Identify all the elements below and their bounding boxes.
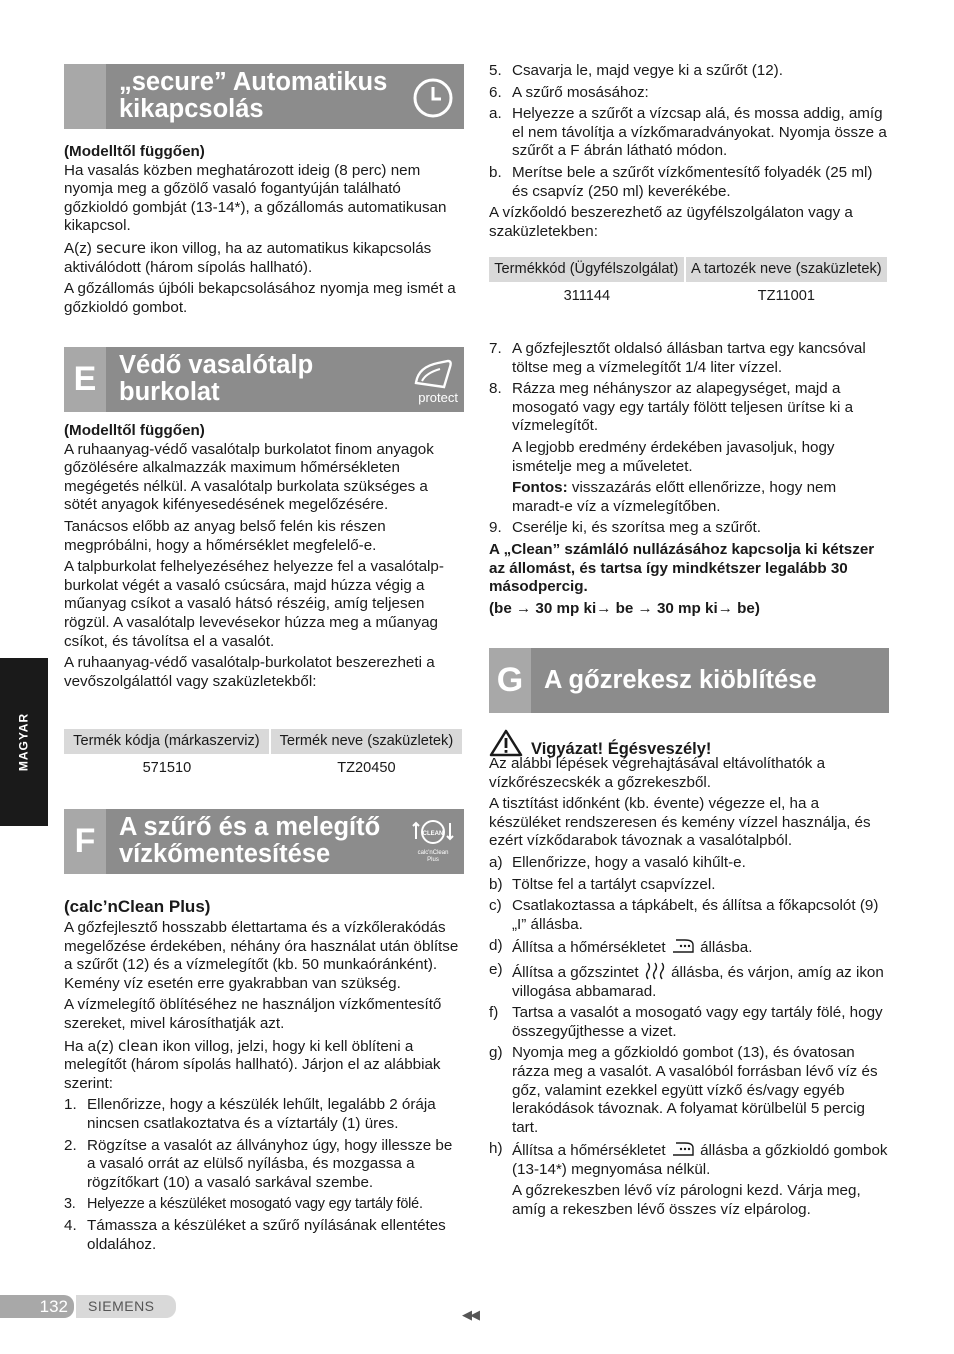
language-label: MAGYAR: [16, 712, 31, 772]
product-table: [64, 729, 464, 783]
list-item: 1. Ellenőrizze, hogy a készülék lehűlt, legalább 2 órája nincsen csatlakoztatva és a víztartály (1) üres.: [64, 1096, 436, 1132]
section-letter: E: [64, 347, 106, 412]
section-title-g: A gőzrekesz kiöblítése: [544, 666, 817, 694]
section-header-secure: [64, 64, 464, 129]
list-item: d) Állítsa a hőmérsékletet állásba.: [489, 937, 753, 957]
list-item: a. Helyezze a szűrőt a vízcsap alá, és mossa addig, amíg el nem távolítja a vízkőmaradványokat. Nyomja össze a szűrőt a F ábrán látható módon.: [489, 105, 887, 160]
filter-steps-2: [489, 340, 889, 621]
filter-continued: [489, 62, 889, 244]
secure-body: [64, 143, 464, 320]
paragraph: A tisztítást időnként (kb. évente) végezze el, ha a készüléket rendszeresen és kemény vízzel használja, és ezért vízkődarabok távoznak a vasalótalpból.: [489, 795, 871, 850]
section-title-f: A szűrő és a melegítő vízkőmentesítése: [119, 813, 381, 868]
paragraph: Tanácsos előbb az anyag belső felén kis részen megpróbálni, hogy a hőmérséklet megfelelő-e.: [64, 517, 386, 554]
paragraph: Fontos: visszazárás előtt ellenőrizze, hogy nem maradt-e víz a vízmelegítőben.: [512, 479, 837, 515]
paragraph: A gőzállomás újbóli bekapcsolásához nyomja meg ismét a gőzkioldó gombot.: [64, 280, 456, 316]
page-number: 132: [0, 1295, 74, 1318]
table-cell: 311144: [563, 288, 611, 304]
page-nav-arrows: ◀◀: [462, 1307, 478, 1322]
table-cell: TZ20450: [337, 760, 396, 776]
table-header: Termékkód (Ügyfélszolgálat): [489, 257, 685, 282]
section-letter: F: [64, 809, 106, 874]
temp-max-icon: [670, 937, 696, 955]
list-item: 8. Rázza meg néhányszor az alapegységet, majd a mosogató vagy egy tartály fölött teljesen ürítse ki a vízmelegítőt.: [489, 380, 854, 435]
section-title-secure: „secure” Automatikus kikapcsolás: [119, 68, 388, 123]
paragraph: A legjobb eredmény érdekében javasoljuk, hogy ismételje meg a műveletet.: [512, 438, 835, 475]
paragraph: A vízmelegítő öblítéséhez ne használjon vízkőmentesítő szereket, mivel károsíthatják azt.: [64, 996, 442, 1032]
filter-step-9: [489, 519, 889, 538]
list-item: 6. A szűrő mosásához:: [489, 83, 649, 101]
list-item: 3. Helyezze a készüléket mosogató vagy egy tartály fölé.: [64, 1196, 423, 1213]
calc-clean-icon: [408, 815, 458, 867]
list-item: 5. Csavarja le, majd vegye ki a szűrőt (12).: [489, 62, 783, 79]
reset-sequence: (be → 30 mp ki→ be → 30 mp ki→ be): [489, 599, 760, 617]
list-item: e) Állítsa a gőzszintet állásba, és várjon, amíg az ikon villogása abbamarad.: [489, 960, 884, 1000]
list-item: f) Tartsa a vasalót a mosogató vagy egy tartály fölé, hogy összegyűjthesse a vizet.: [489, 1004, 883, 1040]
paragraph: A ruhaanyag-védő vasalótalp burkolatot finom anyagok gőzölésére alkalmazzák maximum hőmérsékleten megégetés nélkül. A vasalótalp burkolata szükséges a sötét anyagok kifényesedésének megelőzésére.: [64, 440, 434, 514]
svg-text:Plus: Plus: [427, 857, 439, 863]
warning-text: Vigyázat! Égésveszély!: [531, 740, 712, 758]
section-header-e: [64, 347, 464, 412]
table-cell: TZ11001: [757, 288, 815, 304]
filter-steps-7-8: [489, 340, 889, 436]
section-letter: G: [489, 648, 531, 713]
paragraph: Ha vasalás közben meghatározott ideig (8 perc) nem nyomja meg a gőzölő vasaló fogantyúján található gőzkioldó gombját (13-14*), a gőzállomás automatikusan kikapcsol.: [64, 161, 447, 235]
steam-max-icon: [643, 961, 667, 981]
list-item: a) Ellenőrizze, hogy a vasaló kihűlt-e.: [489, 853, 746, 871]
protect-body: [64, 422, 464, 694]
section-letter-blank: [64, 64, 106, 129]
product-table: [489, 257, 889, 311]
paragraph: A gőzfejlesztő hosszabb élettartama és a vízkőlerakódás megelőzése érdekében, néhány óra használat után öblítse a szűrőt (12) és a vízmelegítőt (kb. 50 munkaóránként). Kemény víz esetén erre gyakrabban van szükség.: [64, 919, 459, 992]
language-tab: [0, 658, 48, 826]
svg-text:CLEAN: CLEAN: [422, 831, 444, 837]
paragraph: Az alábbi lépések végrehajtásával eltávolíthatók a vízkőrészecskék a gőzrekeszből.: [489, 755, 826, 791]
temp-max-icon: [670, 1140, 696, 1158]
warning-triangle-icon: [489, 729, 523, 757]
table-header: Termék kódja (márkaszerviz): [64, 729, 270, 754]
list-item: 7. A gőzfejlesztőt oldalsó állásban tartva egy kancsóval töltse meg a vízmelegítőt 1/4 liter vízzel.: [489, 340, 866, 376]
protect-table: [64, 729, 464, 783]
list-item: 4. Támassza a készüléket a szűrő nyílásának ellentétes oldalához.: [64, 1216, 446, 1253]
list-item: h) Állítsa a hőmérsékletet állásba a gőzkioldó gombok (13-14*) megnyomása nélkül.: [489, 1140, 888, 1178]
reset-instruction: A „Clean” számláló nullázásához kapcsolja ki kétszer az állomást, és tartsa így mindkétszer legalább 30 másodpercig.: [489, 540, 875, 596]
list-item: g) Nyomja meg a gőzkioldó gombot (13), és óvatosan rázza meg a vasalót. A vasalóból forrásban lévő víz és gőz, valamint ezekkel együtt vízkő és/vagy egyéb lerakódások távoznak. A folyamat körülbelül 5 percig tart.: [489, 1044, 878, 1136]
table-header: Termék neve (szaküzletek): [270, 729, 463, 754]
rinse-body: [489, 755, 889, 1223]
paragraph: A ruhaanyag-védő vasalótalp-burkolatot beszerezheti a vevőszolgálattól vagy szaküzletekből:: [64, 654, 435, 690]
section-header-g: [489, 648, 889, 713]
paragraph: A talpburkolat felhelyezéséhez helyezze fel a vasalótalp- burkolat végét a vasaló csúcsára, majd húzza végig a műanyag csíkot a vasaló hátsó részéig, amíg teljesen rögzül. A vasalótalp levevésekor húzza meg a műanyag csíkot, és távolítsa el a vasalót.: [64, 558, 444, 650]
table-cell: 571510: [142, 760, 192, 776]
brand-label: SIEMENS: [76, 1295, 176, 1318]
svg-text:calc'nClean: calc'nClean: [417, 850, 449, 856]
paragraph: Ha a(z) clean ikon villog, jelzi, hogy ki kell öblíteni a melegítőt (három sípolás hallható). Járjon el az alábbiak szerint:: [64, 1036, 441, 1092]
list-item: b. Merítse bele a szűrőt vízkőmentesítő folyadék (25 ml) és csapvíz (250 ml) keverékébe.: [489, 163, 873, 200]
filter-steps: [64, 1096, 464, 1254]
paragraph: A vízkőoldó beszerezhető az ügyfélszolgálaton vagy a szaküzletekben:: [489, 204, 853, 240]
list-item: b) Töltse fel a tartályt csapvízzel.: [489, 875, 716, 893]
filter-body: [64, 897, 464, 1257]
table-header: A tartozék neve (szaküzletek): [685, 257, 888, 282]
filter-sub-steps: [489, 105, 889, 201]
paragraph: A(z) secure ikon villog, ha az automatikus kikapcsolás aktiválódott (három sípolás hallható).: [64, 238, 432, 276]
filter-steps-cont: [489, 62, 889, 102]
secure-display-word: secure: [96, 238, 146, 257]
list-item: 9. Cserélje ki, és szorítsa meg a szűrőt.: [489, 519, 761, 537]
model-note: (Modelltől függően): [64, 143, 205, 160]
calc-clean-title: (calc’nClean Plus): [64, 897, 211, 916]
clock-icon: [408, 70, 458, 122]
section-title-e: Védő vasalótalp burkolat: [119, 351, 314, 406]
model-note: (Modelltől függően): [64, 422, 205, 439]
list-item: c) Csatlakoztassa a tápkábelt, és állítsa a főkapcsolót (9) „I” állásba.: [489, 897, 879, 933]
section-header-f: [64, 809, 464, 874]
rinse-steps: [489, 854, 889, 1180]
protect-caption: protect: [418, 390, 458, 405]
paragraph: A gőzrekeszben lévő víz párologni kezd. Várja meg, amíg a rekeszben lévő összes víz elpárolog.: [512, 1182, 861, 1219]
descaler-table: [489, 257, 889, 311]
clean-display-word: clean: [118, 1036, 159, 1055]
list-item: 2. Rögzítse a vasalót az állványhoz úgy, hogy illessze be a vasaló orrát az elülső nyílásba, és mozgassa a rögzítőkart (10) a vasaló sarkával szembe.: [64, 1136, 453, 1191]
